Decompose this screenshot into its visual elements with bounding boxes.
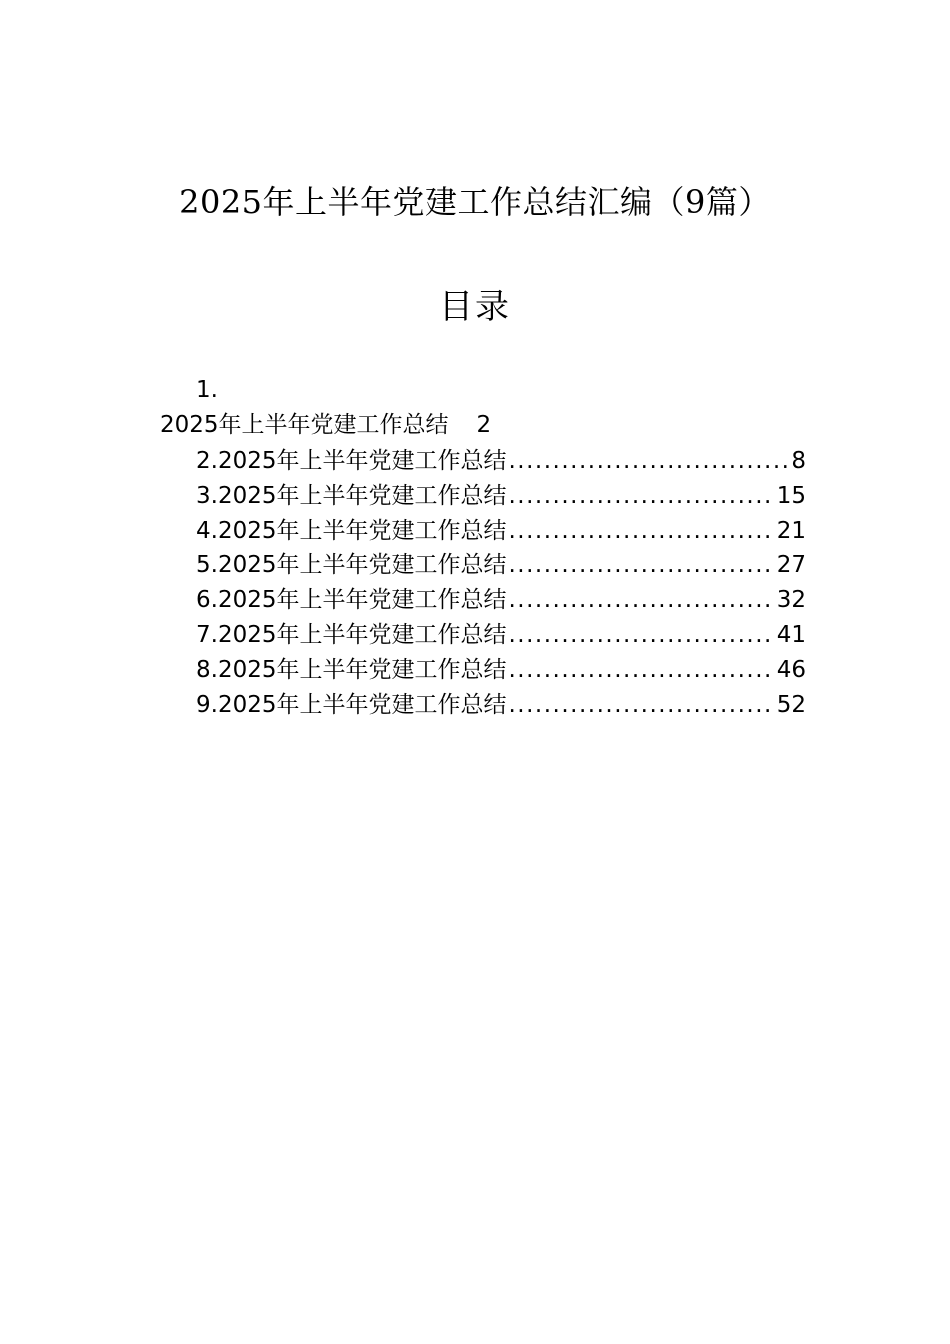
toc-entry-page: 52 xyxy=(776,691,806,718)
toc-entry-5[interactable] xyxy=(196,548,806,583)
toc-entry-2[interactable] xyxy=(196,444,806,479)
toc-heading: 目录 xyxy=(439,287,511,327)
toc-entry-title: 2.2025年上半年党建工作总结 xyxy=(196,448,507,474)
toc-dot-leader xyxy=(508,548,774,583)
toc-entry-page: 21 xyxy=(776,517,806,544)
toc-entry-page: 27 xyxy=(776,552,806,579)
toc-entry-title: 9.2025年上半年党建工作总结 xyxy=(196,691,507,718)
toc-entry-title: 4.2025年上半年党建工作总结 xyxy=(196,517,507,544)
toc-entry-8[interactable] xyxy=(196,653,806,688)
document-title: 2025年上半年党建工作总结汇编（9篇） xyxy=(179,183,771,221)
toc-list xyxy=(196,444,806,722)
toc-entry-page: 46 xyxy=(776,656,806,683)
toc-entry-page: 15 xyxy=(776,482,806,509)
toc-entry-title: 6.2025年上半年党建工作总结 xyxy=(196,587,507,614)
toc-entry-3[interactable] xyxy=(196,479,806,514)
toc-entry-4[interactable] xyxy=(196,514,806,549)
toc-dot-leader xyxy=(508,444,789,479)
toc-dot-leader xyxy=(508,479,774,514)
toc-dot-leader xyxy=(508,653,774,688)
toc-entry-title: 5.2025年上半年党建工作总结 xyxy=(196,552,507,579)
toc-entry-title: 3.2025年上半年党建工作总结 xyxy=(196,482,507,509)
toc-entry-9[interactable] xyxy=(196,688,806,723)
toc-entry-6[interactable] xyxy=(196,583,806,618)
toc-entry-1[interactable] xyxy=(160,409,491,441)
toc-entry-1-number: 1. xyxy=(196,377,218,403)
toc-dot-leader xyxy=(508,688,774,723)
toc-entry-page: 2 xyxy=(476,412,492,438)
toc-entry-page: 32 xyxy=(776,587,806,614)
toc-entry-page: 8 xyxy=(791,448,806,474)
toc-entry-page: 41 xyxy=(776,621,806,648)
toc-entry-title: 2025年上半年党建工作总结 xyxy=(160,412,449,438)
toc-dot-leader xyxy=(508,514,774,549)
toc-entry-7[interactable] xyxy=(196,618,806,653)
toc-dot-leader xyxy=(508,618,774,653)
toc-entry-title: 8.2025年上半年党建工作总结 xyxy=(196,656,507,683)
toc-entry-title: 7.2025年上半年党建工作总结 xyxy=(196,621,507,648)
toc-dot-leader xyxy=(508,583,774,618)
